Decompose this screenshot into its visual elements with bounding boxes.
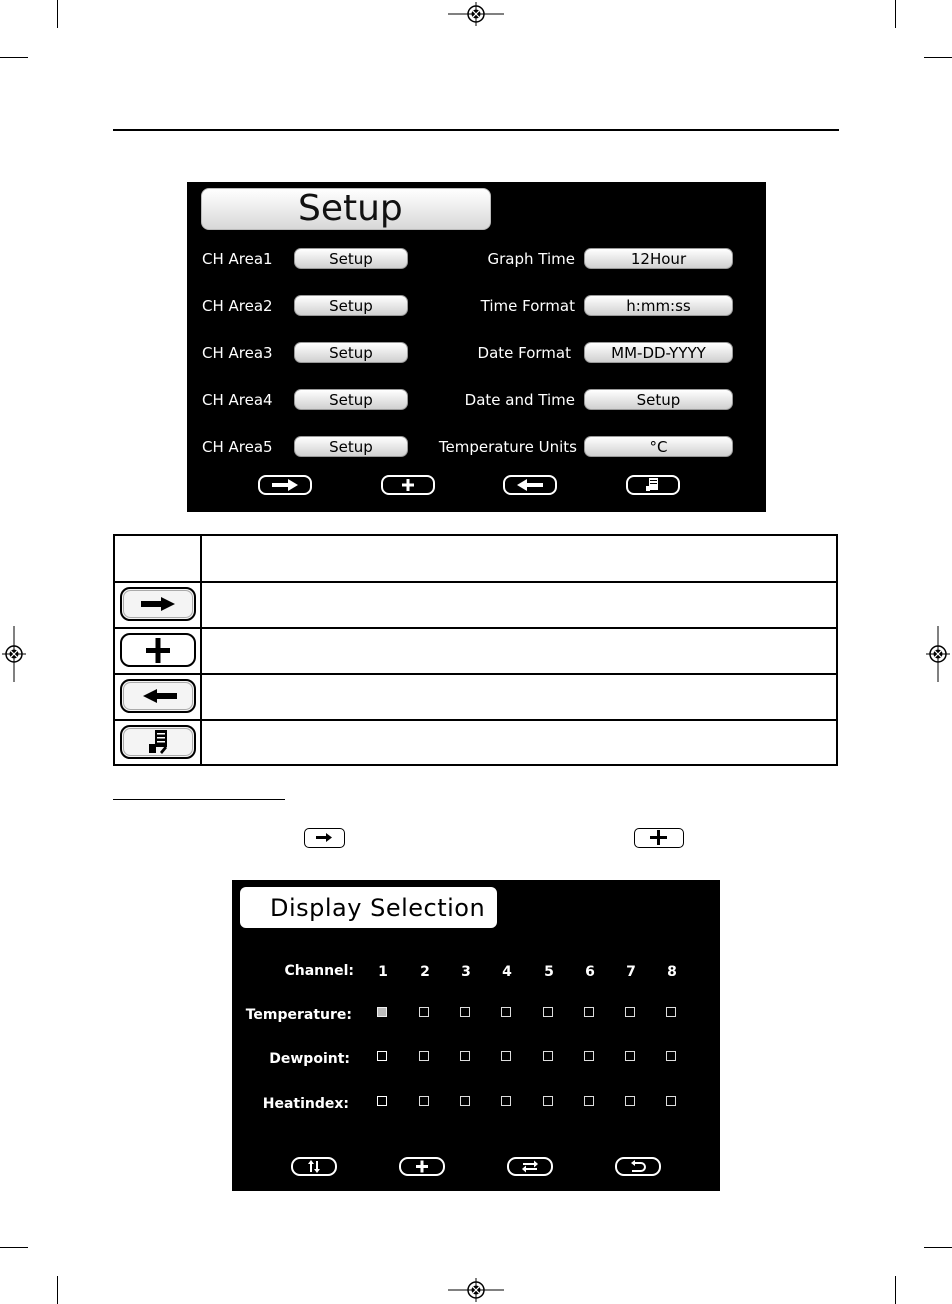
ch-area3-setup-button[interactable]: Setup xyxy=(294,342,408,363)
temperature-units-label: Temperature Units xyxy=(438,438,577,456)
display-selection-title: Display Selection xyxy=(270,894,486,922)
inline-next-button-icon xyxy=(304,828,345,848)
next-button[interactable] xyxy=(258,475,312,495)
plus-icon xyxy=(383,477,433,493)
crop-mark xyxy=(57,1276,58,1304)
switch-icon xyxy=(509,1159,551,1174)
arrow-left-icon xyxy=(505,477,555,493)
save-icon xyxy=(119,724,197,760)
crop-mark xyxy=(924,57,952,58)
setup-screen xyxy=(187,182,766,512)
crop-mark xyxy=(0,1247,28,1248)
crop-mark xyxy=(0,57,28,58)
table-row-divider xyxy=(115,719,836,721)
section-heading-underline xyxy=(113,799,285,800)
channel-checkbox[interactable] xyxy=(625,1007,635,1017)
channel-checkbox[interactable] xyxy=(419,1051,429,1061)
channel-number: 1 xyxy=(378,964,388,980)
crop-mark xyxy=(895,0,896,28)
plus-icon xyxy=(635,829,682,846)
add-button[interactable] xyxy=(399,1157,445,1176)
channel-checkbox[interactable] xyxy=(460,1051,470,1061)
inline-add-button-icon xyxy=(634,828,684,848)
display-selection-screen xyxy=(232,880,720,1191)
ch-area5-label: CH Area5 xyxy=(202,438,273,456)
up-down-button[interactable] xyxy=(291,1157,337,1176)
channel-checkbox[interactable] xyxy=(419,1007,429,1017)
table-column-divider xyxy=(200,536,202,764)
channel-number: 4 xyxy=(502,964,512,980)
arrow-right-icon xyxy=(119,586,197,622)
channel-checkbox[interactable] xyxy=(543,1096,553,1106)
registration-mark-icon xyxy=(448,1278,504,1302)
date-format-value[interactable]: MM-DD-YYYY xyxy=(584,342,733,363)
channel-checkbox[interactable] xyxy=(460,1096,470,1106)
ch-area3-label: CH Area3 xyxy=(202,344,273,362)
ch-area1-label: CH Area1 xyxy=(202,250,273,268)
switch-button[interactable] xyxy=(507,1157,553,1176)
table-row-divider xyxy=(115,581,836,583)
setup-title-bar xyxy=(201,188,491,230)
ch-area1-setup-button[interactable]: Setup xyxy=(294,248,408,269)
arrow-left-icon xyxy=(119,678,197,714)
channel-checkbox[interactable] xyxy=(543,1051,553,1061)
table-row-divider xyxy=(115,673,836,675)
channel-checkbox[interactable] xyxy=(584,1096,594,1106)
channel-number: 6 xyxy=(585,964,595,980)
ch-area2-label: CH Area2 xyxy=(202,297,273,315)
up-down-icon xyxy=(293,1159,335,1174)
temperature-row-label: Temperature: xyxy=(245,1007,352,1023)
heatindex-row-label: Heatindex: xyxy=(262,1096,349,1112)
channel-number: 7 xyxy=(626,964,636,980)
channel-checkbox[interactable] xyxy=(501,1051,511,1061)
channel-checkbox[interactable] xyxy=(666,1007,676,1017)
registration-mark-icon xyxy=(448,2,504,26)
date-and-time-label: Date and Time xyxy=(464,391,575,409)
date-format-label: Date Format xyxy=(477,344,571,362)
button-legend-table xyxy=(113,534,838,766)
plus-icon xyxy=(401,1159,443,1174)
channel-checkbox[interactable] xyxy=(377,1096,387,1106)
header-rule xyxy=(113,129,839,131)
channel-checkbox[interactable] xyxy=(501,1096,511,1106)
graph-time-value[interactable]: 12Hour xyxy=(584,248,733,269)
save-button[interactable] xyxy=(626,475,680,495)
save-icon xyxy=(628,477,678,493)
channel-checkbox[interactable] xyxy=(625,1096,635,1106)
plus-icon xyxy=(119,632,197,668)
time-format-label: Time Format xyxy=(480,297,575,315)
channel-checkbox[interactable] xyxy=(377,1007,387,1017)
channel-number: 8 xyxy=(667,964,677,980)
table-row-divider xyxy=(115,627,836,629)
display-selection-title-bar xyxy=(240,887,497,928)
channel-number: 3 xyxy=(461,964,471,980)
registration-mark-icon xyxy=(926,626,950,682)
time-format-value[interactable]: h:mm:ss xyxy=(584,295,733,316)
back-button[interactable] xyxy=(503,475,557,495)
add-button[interactable] xyxy=(381,475,435,495)
channel-checkbox[interactable] xyxy=(419,1096,429,1106)
channel-checkbox[interactable] xyxy=(501,1007,511,1017)
channel-checkbox[interactable] xyxy=(543,1007,553,1017)
channel-checkbox[interactable] xyxy=(666,1051,676,1061)
channel-label: Channel: xyxy=(284,963,354,979)
ch-area5-setup-button[interactable]: Setup xyxy=(294,436,408,457)
return-icon xyxy=(617,1159,659,1174)
crop-mark xyxy=(57,0,58,28)
setup-title: Setup xyxy=(298,188,403,229)
channel-checkbox[interactable] xyxy=(460,1007,470,1017)
channel-checkbox[interactable] xyxy=(584,1007,594,1017)
dewpoint-row-label: Dewpoint: xyxy=(269,1051,350,1067)
channel-number: 2 xyxy=(420,964,430,980)
arrow-right-icon xyxy=(260,477,310,493)
registration-mark-icon xyxy=(2,626,26,682)
ch-area4-setup-button[interactable]: Setup xyxy=(294,389,408,410)
crop-mark xyxy=(924,1247,952,1248)
channel-checkbox[interactable] xyxy=(625,1051,635,1061)
arrow-right-icon xyxy=(305,829,343,846)
temperature-units-value[interactable]: °C xyxy=(584,436,733,457)
channel-number: 5 xyxy=(544,964,554,980)
ch-area4-label: CH Area4 xyxy=(202,391,273,409)
return-button[interactable] xyxy=(615,1157,661,1176)
crop-mark xyxy=(895,1276,896,1304)
channel-checkbox[interactable] xyxy=(584,1051,594,1061)
channel-checkbox[interactable] xyxy=(377,1051,387,1061)
graph-time-label: Graph Time xyxy=(487,250,575,268)
date-and-time-setup-button[interactable]: Setup xyxy=(584,389,733,410)
channel-checkbox[interactable] xyxy=(666,1096,676,1106)
ch-area2-setup-button[interactable]: Setup xyxy=(294,295,408,316)
